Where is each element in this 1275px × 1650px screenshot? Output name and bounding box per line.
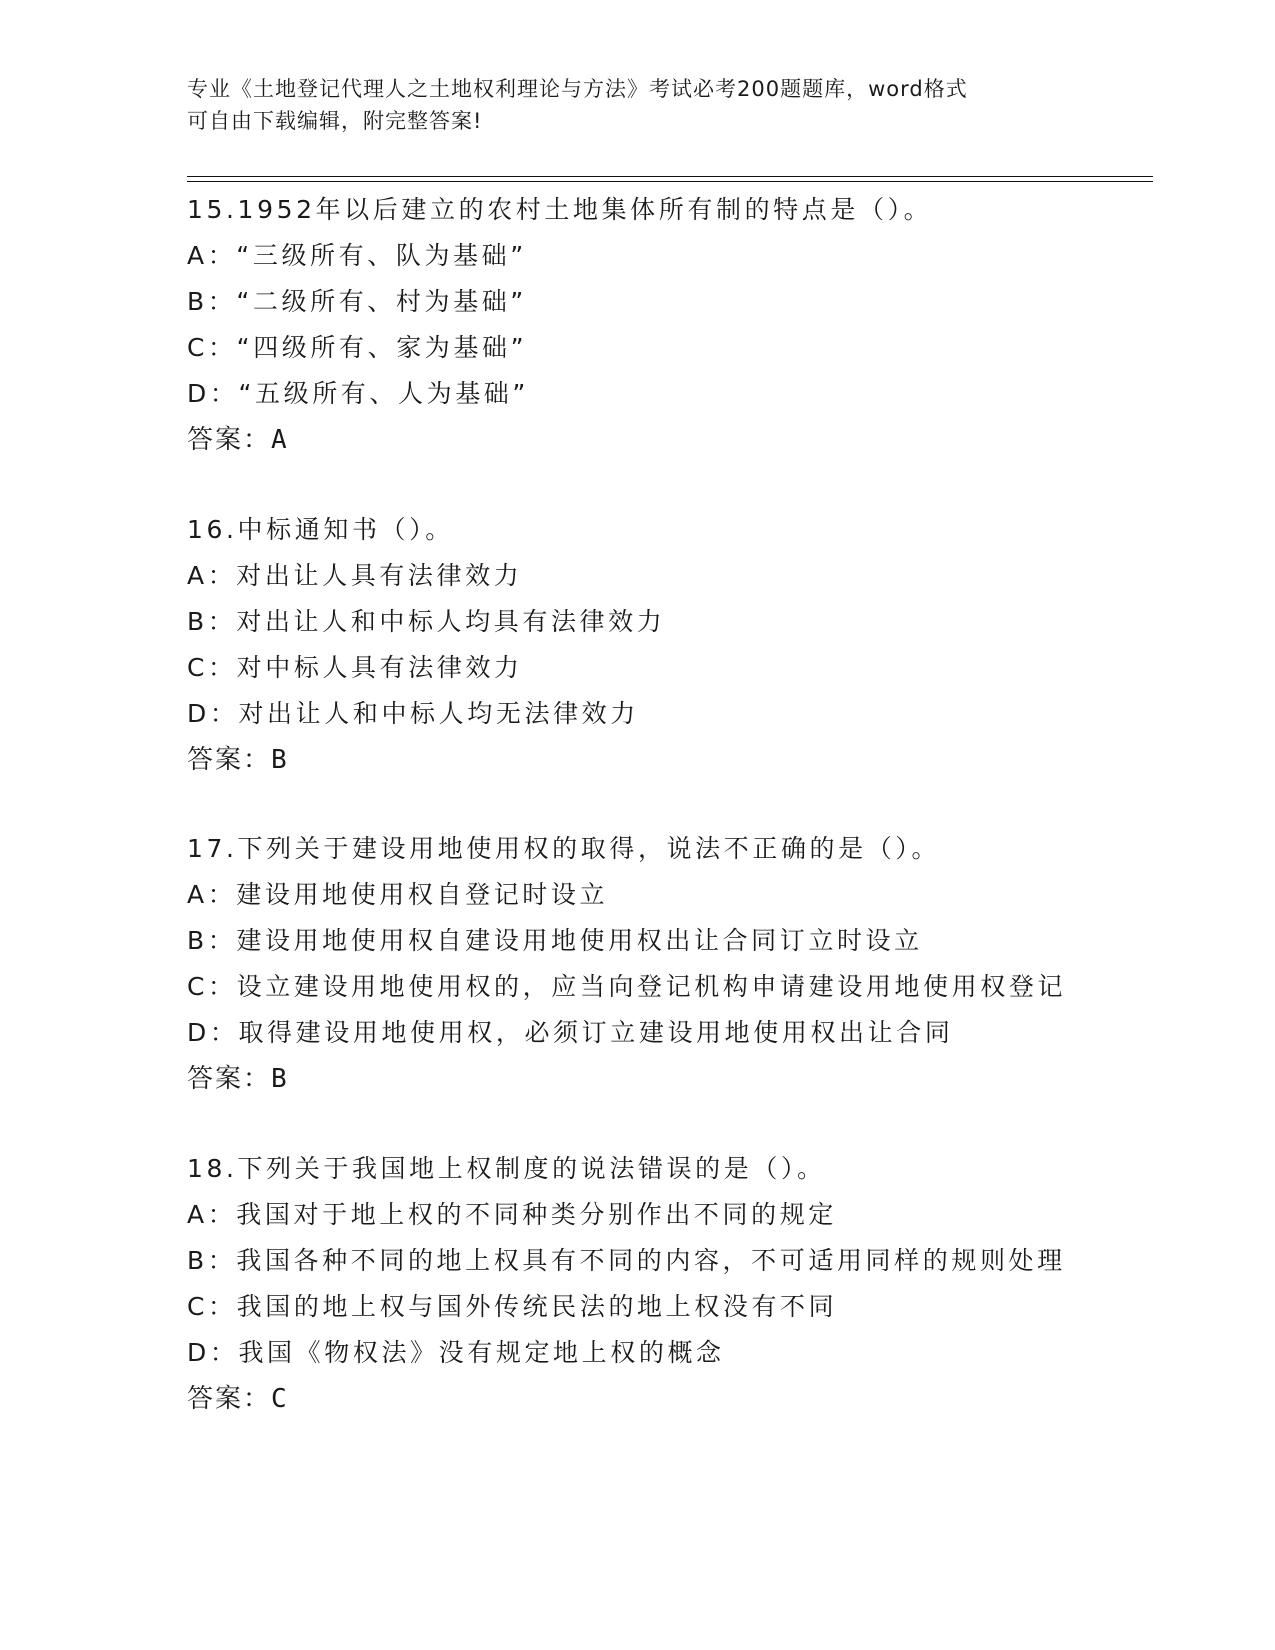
option-c: C：对中标人具有法律效力 [187,653,523,682]
option-a: A：对出让人具有法律效力 [187,561,523,590]
answer-label: 答案： [187,745,272,775]
option-a: A：建设用地使用权自登记时设立 [187,880,609,909]
option-d: D：“五级所有、人为基础” [187,379,529,408]
option-c: C：设立建设用地使用权的，应当向登记机构申请建设用地使用权登记 [187,972,1067,1001]
option-b: B：“二级所有、村为基础” [187,287,527,316]
header-line-2: 可自由下载编辑，附完整答案! [187,109,483,133]
answer-line [187,1376,1167,1422]
header-divider-top [187,176,1153,177]
option-d: D：我国《物权法》没有规定地上权的概念 [187,1338,725,1367]
answer-value: A [271,425,287,455]
answer-label: 答案： [187,425,272,455]
option-b: B：建设用地使用权自建设用地使用权出让合同订立时设立 [187,926,923,955]
question-16 [187,507,1167,783]
question-stem: 15.1952年以后建立的农村土地集体所有制的特点是（）。 [187,195,933,224]
option-b: B：对出让人和中标人均具有法律效力 [187,607,666,636]
option-c: C：“四级所有、家为基础” [187,333,528,362]
answer-label: 答案： [187,1384,272,1414]
answer-line [187,417,1167,463]
answer-value: B [271,1064,287,1094]
question-18 [187,1146,1167,1422]
option-a: A：“三级所有、队为基础” [187,241,527,270]
option-c: C：我国的地上权与国外传统民法的地上权没有不同 [187,1292,838,1321]
option-d: D：取得建设用地使用权，必须订立建设用地使用权出让合同 [187,1018,954,1047]
question-stem: 18.下列关于我国地上权制度的说法错误的是（）。 [187,1154,826,1183]
option-d: D：对出让人和中标人均无法律效力 [187,699,639,728]
header-line-1: 专业《土地登记代理人之土地权利理论与方法》考试必考200题题库，word格式 [187,77,968,101]
option-a: A：我国对于地上权的不同种类分别作出不同的规定 [187,1200,837,1229]
document-header [187,73,1087,137]
question-stem: 16.中标通知书（）。 [187,515,454,544]
answer-label: 答案： [187,1064,272,1094]
option-b: B：我国各种不同的地上权具有不同的内容，不可适用同样的规则处理 [187,1246,1066,1275]
answer-value: B [271,745,287,775]
question-15 [187,187,1167,463]
answer-line [187,737,1167,783]
header-divider-bottom [187,181,1153,182]
answer-value: C [271,1384,287,1414]
question-17 [187,826,1167,1102]
question-stem: 17.下列关于建设用地使用权的取得，说法不正确的是（）。 [187,834,941,863]
answer-line [187,1056,1167,1102]
